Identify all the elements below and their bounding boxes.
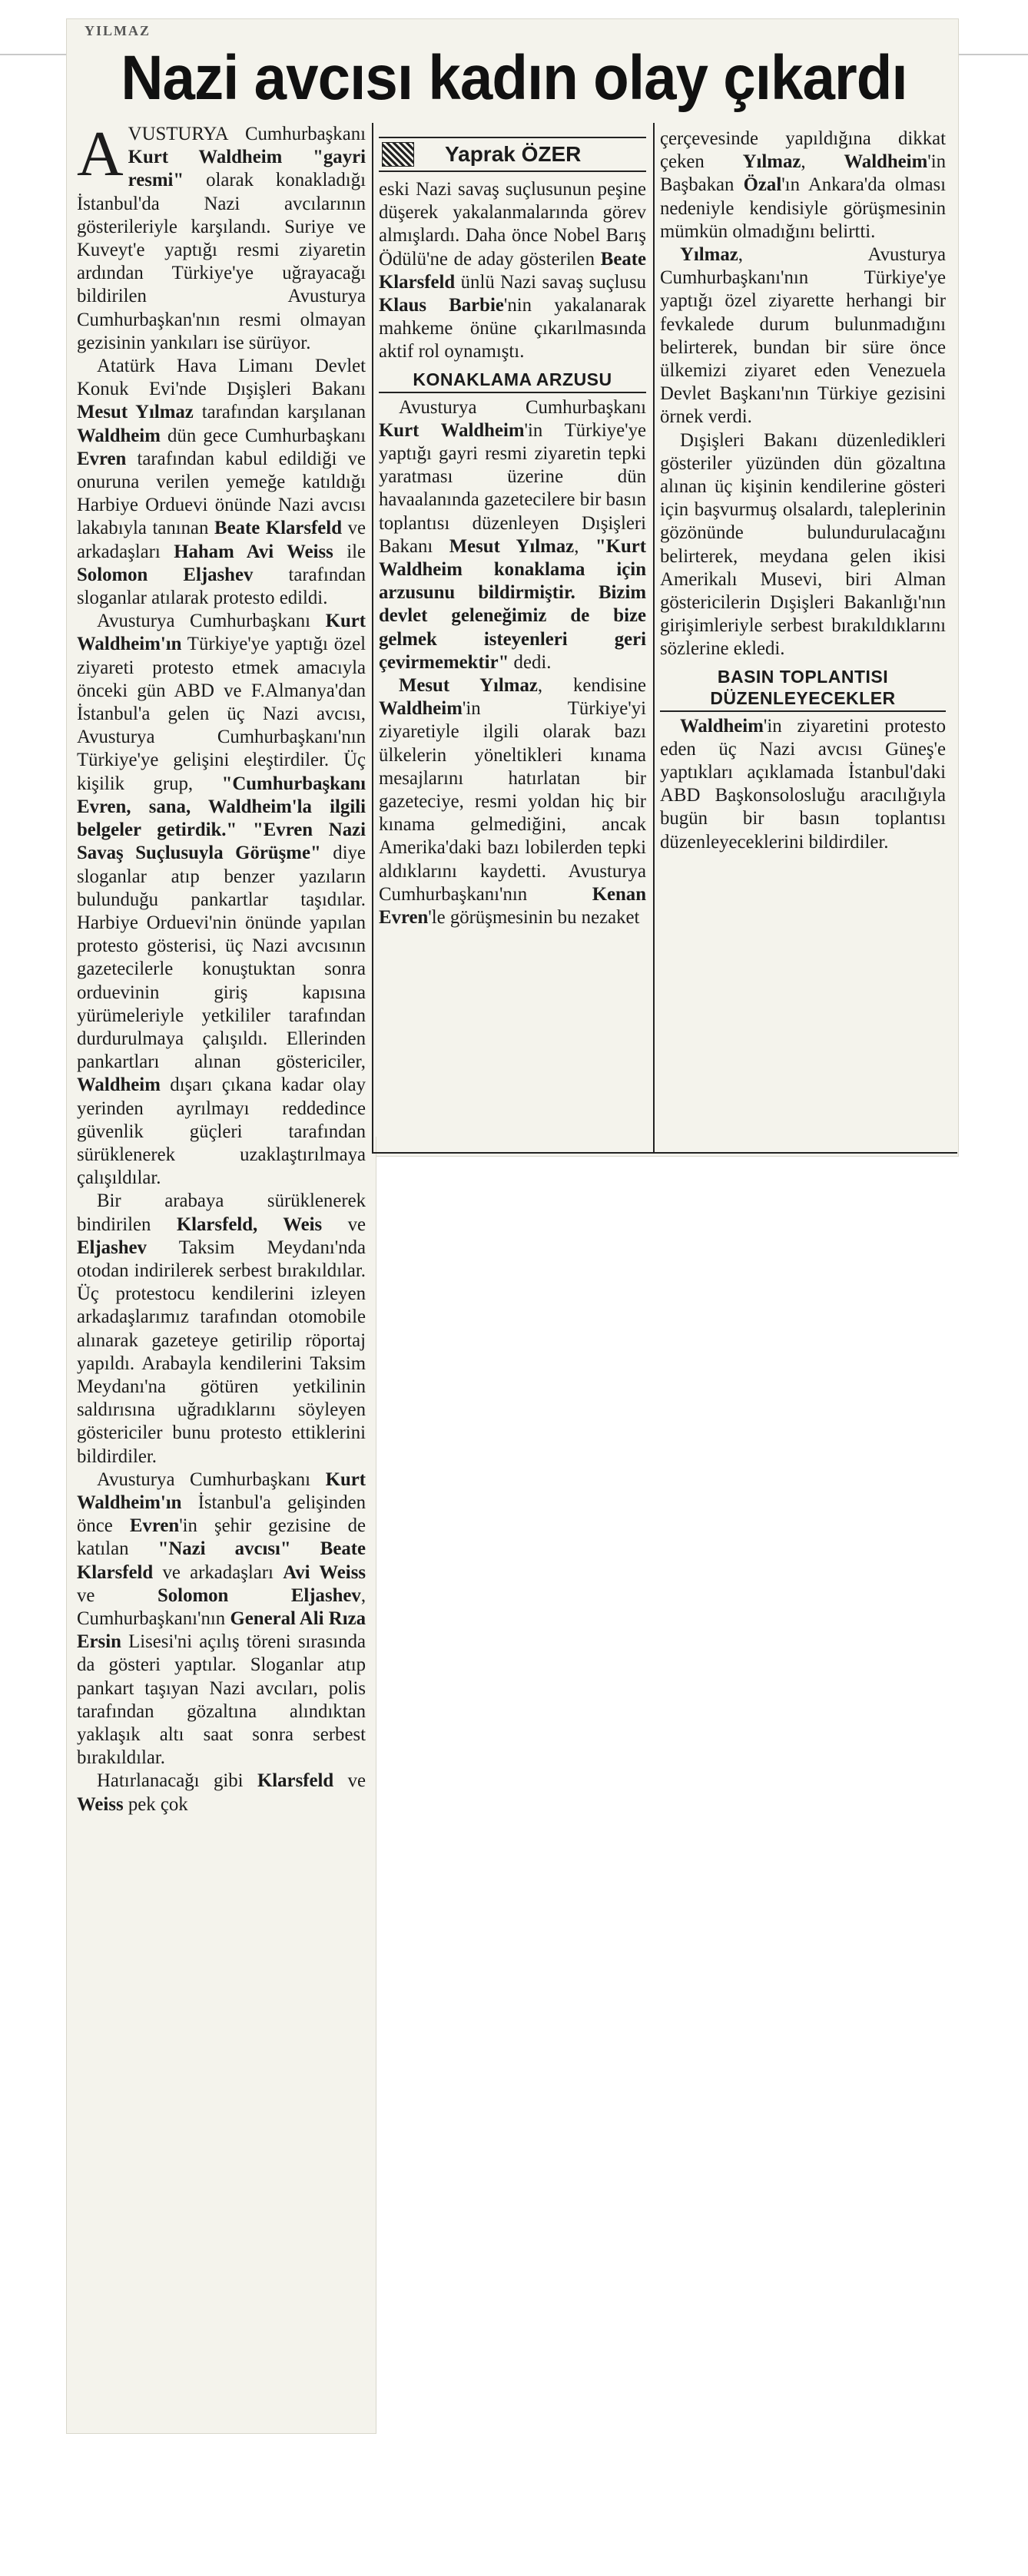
headline: Nazi avcısı kadın olay çıkardı	[121, 43, 907, 113]
byline-pattern-icon	[382, 142, 414, 167]
paragraph: Atatürk Hava Limanı Devlet Konuk Evi'nde Dışişleri Bakanı Mesut Yılmaz tarafından karşılanan Waldheim dün gece Cumhurbaşkanı Evren tarafından kabul edildiği ve onuruna verilen yemeğe katıldığı Harbiye Orduevi önünde Nazi avcısı lakabıyla tanınan Beate Klarsfeld ve arkadaşları Haham Avi Weiss ile Solomon Eljashev tarafından sloganlar atılarak protesto edildi.	[77, 356, 366, 609]
paragraph: Mesut Yılmaz, kendisine Waldheim'in Türkiye'yi ziyaretiyle ilgili olarak bazı ülkelerin yöneltikleri kınama mesajlarını hatırlatan bir gazeteciye, resmi yoldan hiç bir kınama gelmediğini, ancak Amerika'daki bazı lobilerden tepki aldıklarını kaydetti. Avusturya Cumhurbaşkanı'nın Kenan Evren'le görüşmesinin bu nezaket	[379, 675, 647, 929]
article-column-3	[660, 127, 946, 854]
masthead-fragment: YILMAZ	[85, 23, 151, 38]
article-column-2	[379, 178, 646, 929]
paragraph: çerçevesinde yapıldığına dikkat çeken Yılmaz, Waldheim'in Başbakan Özal'ın Ankara'da olması nedeniyle kendisiyle görüşmesinin mümkün olmadığını belirtti.	[660, 128, 946, 242]
article-column-1	[77, 118, 366, 1816]
byline	[379, 137, 646, 172]
paragraph: Avusturya Cumhurbaşkanı Kurt Waldheim'ın Türkiye'ye yaptığı özel ziyareti protesto etmek amacıyla önceki gün ABD ve F.Almanya'dan İstanbul'a gelen üç Nazi avcısı, Avusturya Cumhurbaşkanı'nın Türkiye'ye gelişini eleştirdiler. Üç kişilik grup, "Cumhurbaşkanı Evren, sana, Waldheim'la ilgili belgeler getirdik." "Evren Nazi Savaş Suçlusuyla Görüşme" diye sloganlar atıp benzer yazıların bulunduğu pankartlar taşıdılar. Harbiye Orduevi'nin önünde yapılan protesto gösterisi, üç Nazi avcısının gazetecilerle konuştuktan sonra orduevinin giriş kapısına yürümeleriyle yetkililer tarafından durdurulmaya çalışıldı. Ellerinden pankartları alınan göstericiler, Waldheim dışarı çıkana kadar olay yerinden ayrılmayı reddedince güvenlik güçleri tarafından sürüklenerek uzaklaştırılmaya çalışıldılar.	[77, 611, 366, 1189]
paragraph: Avusturya Cumhurbaşkanı Kurt Waldheim'ın İstanbul'a gelişinden önce Evren'in şehir gezisine de katılan "Nazi avcısı" Beate Klarsfeld ve arkadaşları Avi Weiss ve Solomon Eljashev, Cumhurbaşkanı'nın General Ali Rıza Ersin Lisesi'ni açılış töreni sırasında da gösteri yaptılar. Sloganlar atıp pankart taşıyan Nazi avcıları, polis tarafından gözaltına alındıktan yaklaşık altı saat sonra serbest bırakıldılar.	[77, 1468, 366, 1769]
article-bottom-rule	[372, 1152, 957, 1154]
byline-author: Yaprak ÖZER	[445, 142, 582, 166]
subhead-basin-line-2: DÜZENLEYECEKLER	[660, 687, 946, 712]
paragraph: Avusturya Cumhurbaşkanı Kurt Waldheim'in Türkiye'ye yaptığı gayri resmi ziyaretin tepki yaratması üzerine dün havaalanında gazetecilere bir basın toplantısı düzenleyen Dışişleri Bakanı Mesut Yılmaz, "Kurt Waldheim konaklama için arzusunu bildirmiştir. Bizim devlet geleneğimiz de bize gelmek isteyenleri geri çevirmemektir" dedi.	[379, 396, 646, 673]
paragraph: Hatırlanacağı gibi Klarsfeld ve Weiss pek çok	[77, 1770, 366, 1815]
subhead-konaklama: KONAKLAMA ARZUSU	[379, 369, 646, 393]
paragraph: eski Nazi savaş suçlusunun peşine düşerek yakalanmalarında görev almışlardı. Daha önce Nobel Barış Ödülü'ne de aday gösterilen Beate Klarsfeld ünlü Nazi savaş suçlusu Klaus Barbie'nin yakalanarak mahkeme önüne çıkarılmasında aktif rol oynamıştı.	[379, 179, 646, 363]
paragraph: Bir arabaya sürüklenerek bindirilen Klarsfeld, Weis ve Eljashev Taksim Meydanı'nda otodan indirilerek serbest bırakıldılar. Üç protestocu kendilerini izleyen arkadaşlarımız tarafından otomobile alınarak gazeteye getirilip röportaj yapıldı. Arabayla kendilerini Taksim Meydanı'na götüren yetkilinin saldırısına uğradıklarını söyleyen göstericiler bunu protesto ettiklerini bildirdiler.	[77, 1190, 366, 1467]
paragraph: Waldheim'in ziyaretini protesto eden üç Nazi avcısı Güneş'e yaptıkları açıklamada İstanbul'daki ABD Başkonsolosluğu aracılığıyla bugün bir basın toplantısı düzenleyeceklerini bildirdiler.	[660, 715, 946, 853]
paragraph: Dışişleri Bakanı düzenledikleri gösteriler yüzünden dün gözaltına alınan üç kişinin kendilerine gösteri için başvurmuş olsalardı, taleplerinin gözönünde bulundurulacağını belirterek, meydana gelen ikisi Amerikalı Musevi, biri Alman göstericilerin Dışişleri Bakanlığı'nın girişimleriyle serbest bırakıldıklarını sözlerine ekledi.	[660, 429, 946, 660]
paragraph: Yılmaz, Avusturya Cumhurbaşkanı'nın Türkiye'ye yaptığı özel ziyarette herhangi bir fevkalede durum bulunmadığını belirterek, bundan bir süre önce ülkemizi ziyaret eden Venezuela Devlet Başkanı'nın Türkiye gezisini örnek verdi.	[660, 244, 946, 428]
paragraph: AVUSTURYA Cumhurbaşkanı Kurt Waldheim "gayri resmi" olarak konakladığı İstanbul'da Nazi avcılarının gösterileriyle karşılandı. Suriye ve Kuveyt'e yaptığı resmi ziyaretin ardından Türkiye'ye uğrayacağı bildirilen Avusturya Cumhurbaşkan'nın resmi olmayan gezisinin yankıları ise sürüyor.	[77, 118, 366, 353]
column-rule-1	[372, 123, 373, 1152]
subhead-basin-line-1: BASIN TOPLANTISI	[717, 666, 889, 687]
column-rule-2	[653, 123, 655, 1152]
drop-cap: A	[77, 118, 124, 190]
